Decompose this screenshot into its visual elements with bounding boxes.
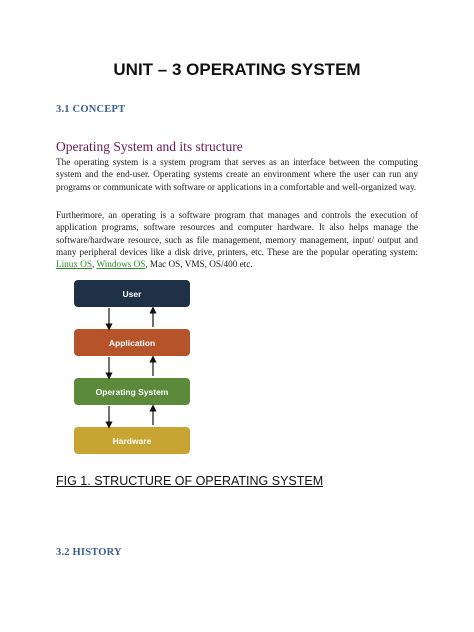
layer-user-box: User (74, 280, 190, 307)
layer-application-box: Application (74, 329, 190, 356)
paragraph-os-functions (56, 209, 418, 270)
os-structure-diagram (74, 280, 192, 456)
layer-hardware-box: Hardware (74, 427, 190, 454)
paragraph-text-end: , Mac OS, VMS, OS/400 etc. (145, 259, 253, 270)
paragraph-text: Furthermore, an operating is a software program that manages and controls the execution of application programs, software resources and computer hardware. It also helps manage the software/hardware resource, such as file management, memory management, input/ output and many peripheral devices like a disk drive, printers, etc. These are the popular operating system: (56, 210, 418, 257)
section-heading-history: 3.2 HISTORY (56, 547, 122, 558)
subheading-os-structure: Operating System and its structure (56, 139, 243, 154)
paragraph-intro: The operating system is a system program that serves as an interface between the computing system and the end-user. Operating systems create an environment where the user can run any programs or communicate with software or applications in a comfortable and well-organized way. (56, 157, 418, 192)
link-linux-os[interactable]: Linux OS (56, 259, 92, 270)
link-windows-os[interactable]: Windows OS (96, 259, 146, 270)
diagram-arrows (74, 280, 192, 456)
layer-operating-system-box: Operating System (74, 378, 190, 405)
section-heading-concept: 3.1 CONCEPT (56, 104, 126, 115)
unit-title: UNIT – 3 OPERATING SYSTEM (113, 60, 361, 79)
figure-caption: FIG 1. STRUCTURE OF OPERATING SYSTEM (56, 474, 324, 488)
separator-text: , (92, 259, 97, 270)
